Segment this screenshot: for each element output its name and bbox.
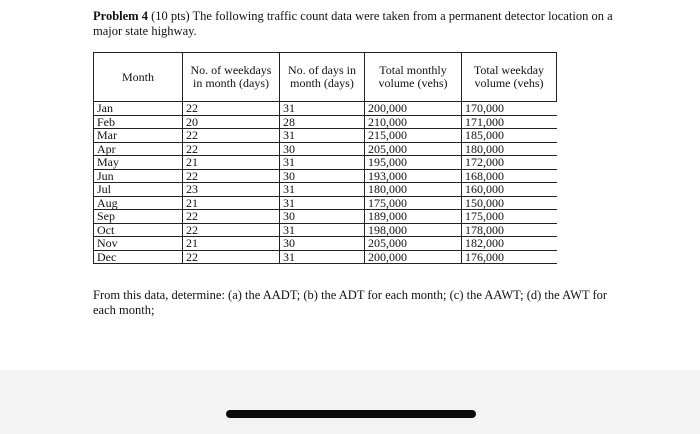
cell-monthly-volume: 180,000: [365, 183, 462, 197]
cell-weekday-volume: 170,000: [462, 102, 557, 116]
cell-monthly-volume: 175,000: [365, 196, 462, 210]
cell-weekday-volume: 172,000: [462, 156, 557, 170]
screen-bottom-area: [0, 370, 700, 434]
cell-weekdays: 22: [183, 142, 280, 156]
cell-month: May: [94, 156, 183, 170]
table-header-row: [94, 53, 557, 102]
cell-month: Jul: [94, 183, 183, 197]
cell-weekdays: 20: [183, 115, 280, 129]
table-row: [94, 183, 557, 197]
cell-monthly-volume: 200,000: [365, 102, 462, 116]
cell-monthly-volume: 205,000: [365, 142, 462, 156]
cell-month: Dec: [94, 250, 183, 264]
cell-weekday-volume: 176,000: [462, 250, 557, 264]
cell-month: Jan: [94, 102, 183, 116]
cell-month: Apr: [94, 142, 183, 156]
table-row: [94, 196, 557, 210]
cell-monthly-volume: 195,000: [365, 156, 462, 170]
traffic-count-table: [93, 52, 557, 264]
cell-weekdays: 21: [183, 156, 280, 170]
cell-days: 31: [280, 183, 365, 197]
table-row: [94, 156, 557, 170]
problem-statement: [93, 9, 633, 39]
cell-weekday-volume: 185,000: [462, 129, 557, 143]
header-days: No. of days in month (days): [280, 53, 365, 102]
cell-monthly-volume: 189,000: [365, 210, 462, 224]
table-row: [94, 237, 557, 251]
table-row: [94, 142, 557, 156]
cell-days: 31: [280, 223, 365, 237]
cell-days: 31: [280, 129, 365, 143]
cell-weekday-volume: 182,000: [462, 237, 557, 251]
cell-month: Sep: [94, 210, 183, 224]
question-text: From this data, determine: (a) the AADT; (b) the ADT for each month; (c) the AAWT; (d) the AWT for each month;: [93, 288, 608, 317]
cell-monthly-volume: 193,000: [365, 169, 462, 183]
cell-weekdays: 22: [183, 250, 280, 264]
cell-days: 30: [280, 169, 365, 183]
problem-text: The following traffic count data were taken from a permanent detector location on a major state highway.: [93, 9, 613, 38]
cell-month: Mar: [94, 129, 183, 143]
cell-monthly-volume: 210,000: [365, 115, 462, 129]
table-body: [94, 102, 557, 264]
cell-days: 30: [280, 237, 365, 251]
cell-monthly-volume: 200,000: [365, 250, 462, 264]
cell-month: Jun: [94, 169, 183, 183]
cell-days: 31: [280, 156, 365, 170]
cell-days: 31: [280, 196, 365, 210]
cell-monthly-volume: 215,000: [365, 129, 462, 143]
cell-month: Aug: [94, 196, 183, 210]
cell-weekdays: 21: [183, 196, 280, 210]
cell-weekdays: 22: [183, 129, 280, 143]
table-row: [94, 129, 557, 143]
cell-days: 31: [280, 102, 365, 116]
cell-weekdays: 23: [183, 183, 280, 197]
header-month: Month: [94, 53, 183, 102]
cell-weekdays: 22: [183, 223, 280, 237]
table-row: [94, 102, 557, 116]
cell-days: 30: [280, 142, 365, 156]
home-indicator[interactable]: [226, 410, 476, 418]
cell-weekdays: 22: [183, 169, 280, 183]
cell-weekday-volume: 178,000: [462, 223, 557, 237]
cell-weekday-volume: 168,000: [462, 169, 557, 183]
cell-days: 30: [280, 210, 365, 224]
table-row: [94, 169, 557, 183]
problem-points: (10 pts): [151, 9, 190, 23]
cell-days: 31: [280, 250, 365, 264]
header-monthly-volume: Total monthly volume (vehs): [365, 53, 462, 102]
cell-month: Feb: [94, 115, 183, 129]
problem-label: Problem 4: [93, 9, 148, 23]
cell-weekday-volume: 171,000: [462, 115, 557, 129]
cell-weekdays: 22: [183, 102, 280, 116]
table-row: [94, 223, 557, 237]
cell-month: Oct: [94, 223, 183, 237]
table-row: [94, 115, 557, 129]
cell-weekdays: 22: [183, 210, 280, 224]
table-row: [94, 210, 557, 224]
header-weekday-volume: Total weekday volume (vehs): [462, 53, 557, 102]
cell-monthly-volume: 205,000: [365, 237, 462, 251]
table-row: [94, 250, 557, 264]
cell-days: 28: [280, 115, 365, 129]
cell-weekdays: 21: [183, 237, 280, 251]
cell-weekday-volume: 175,000: [462, 210, 557, 224]
cell-weekday-volume: 150,000: [462, 196, 557, 210]
cell-monthly-volume: 198,000: [365, 223, 462, 237]
cell-month: Nov: [94, 237, 183, 251]
cell-weekday-volume: 160,000: [462, 183, 557, 197]
cell-weekday-volume: 180,000: [462, 142, 557, 156]
header-weekdays: No. of weekdays in month (days): [183, 53, 280, 102]
